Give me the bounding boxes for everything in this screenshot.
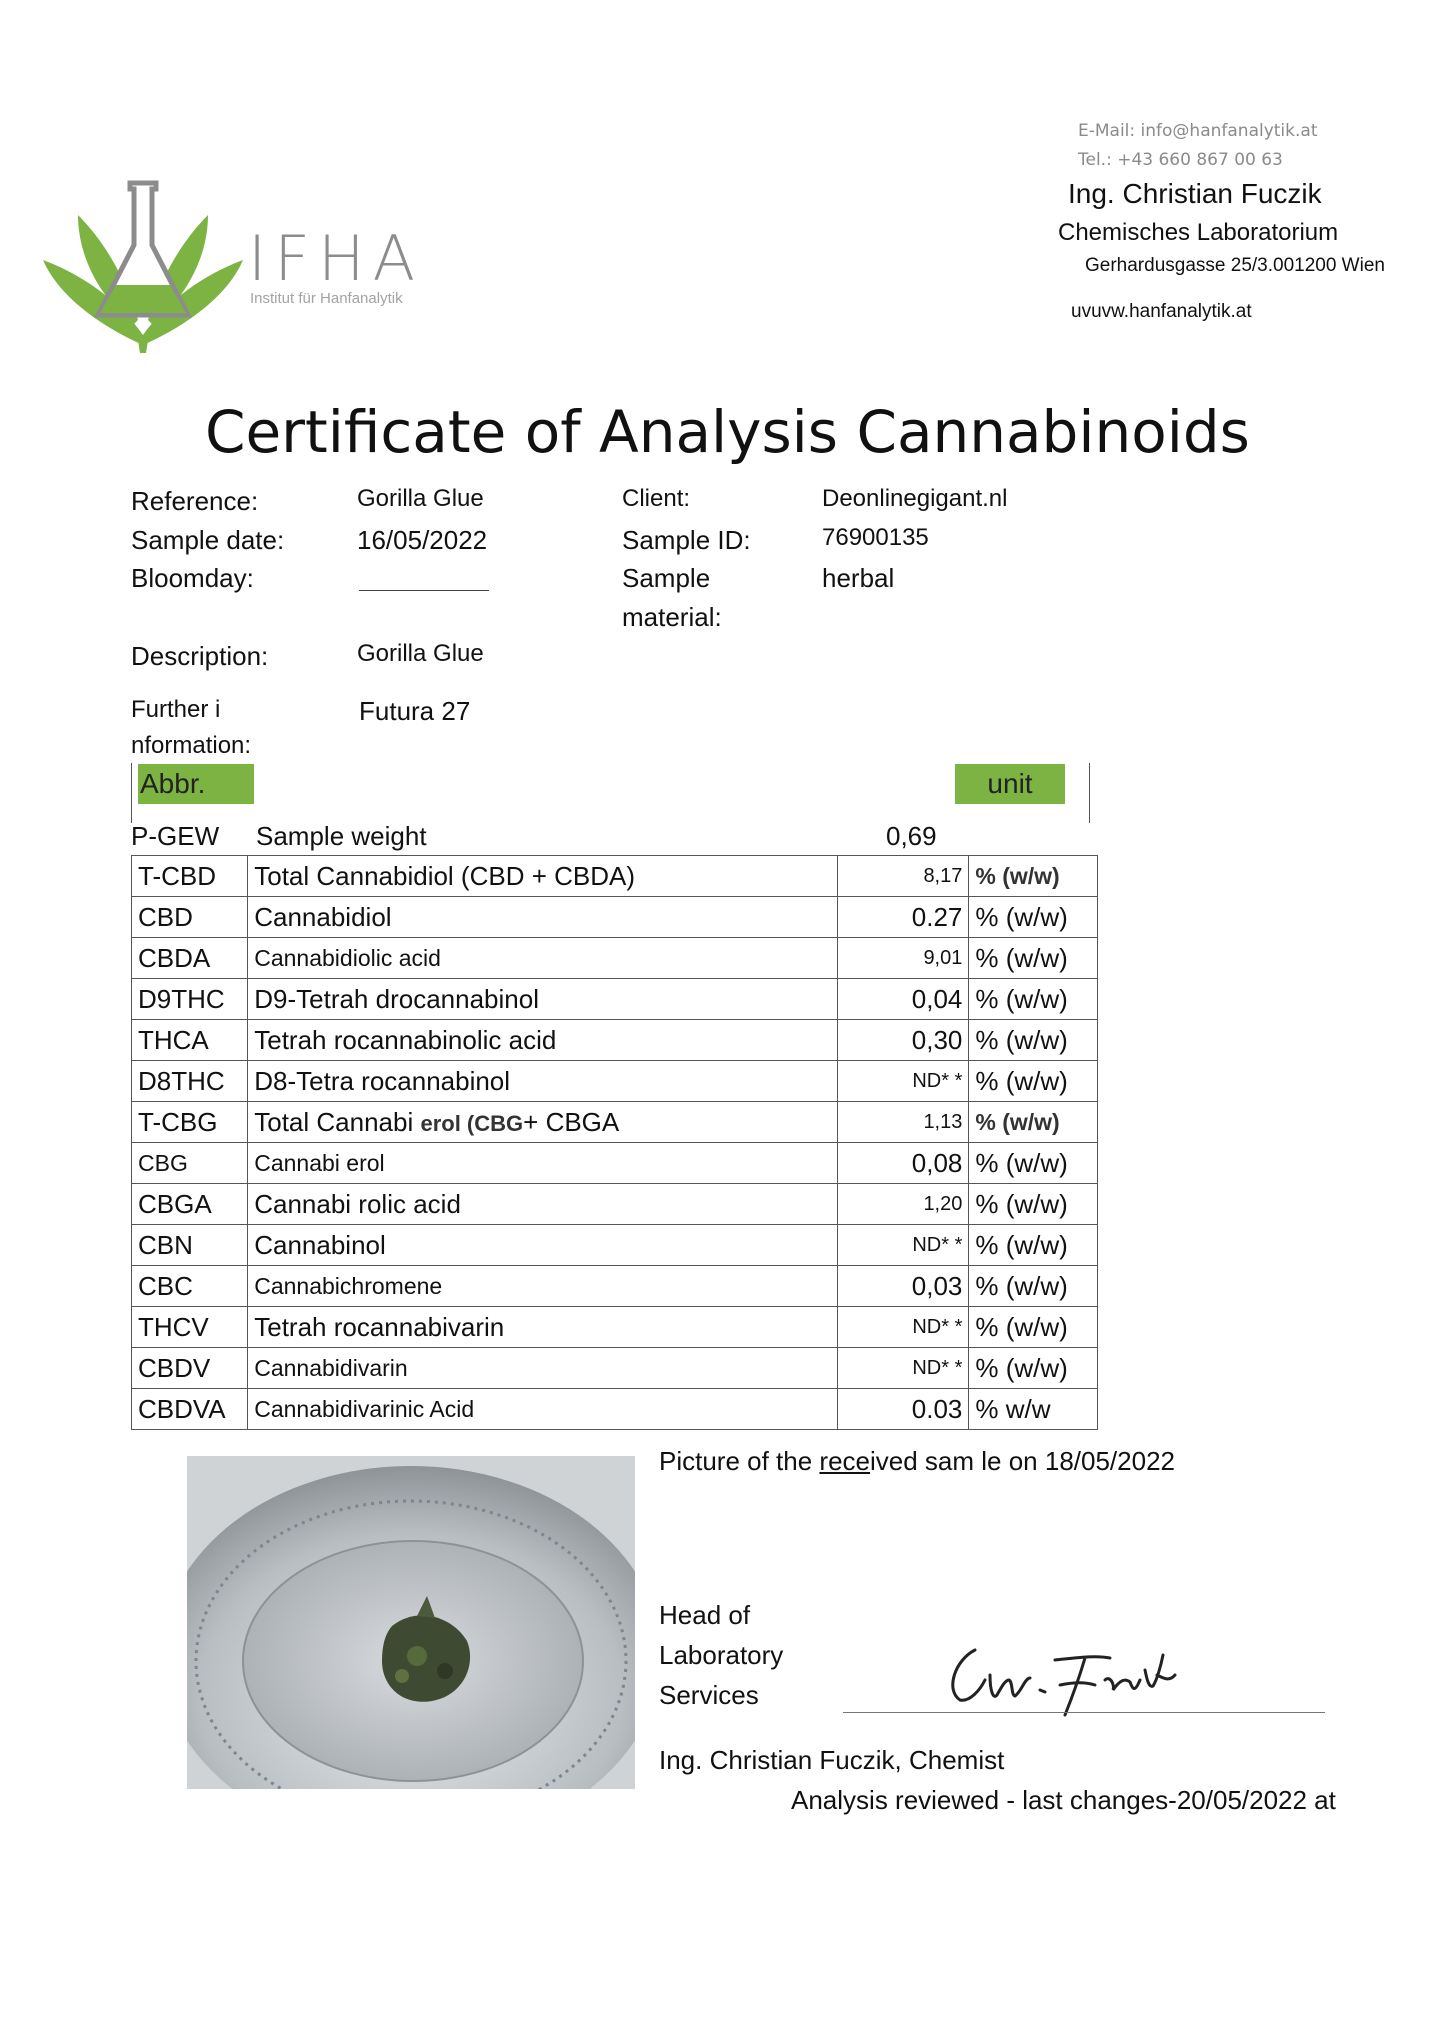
row-value: ND* * xyxy=(837,1061,969,1102)
sample-date-label: Sample date: xyxy=(131,525,285,555)
row-abbr: THCA xyxy=(132,1020,248,1061)
row-abbr: CBG xyxy=(132,1143,248,1184)
row-unit: % (w/w) xyxy=(969,897,1098,938)
table-row xyxy=(132,1061,1098,1102)
table-row xyxy=(132,897,1098,938)
table-row xyxy=(132,1389,1098,1430)
row-name: Cannabinol xyxy=(248,1225,837,1266)
row-name: D9-Tetrah drocannabinol xyxy=(248,979,837,1020)
row-unit: % w/w xyxy=(969,1389,1098,1430)
further-info-value: Futura 27 xyxy=(359,696,471,726)
row-name xyxy=(248,1102,837,1143)
row-abbr: T-CBD xyxy=(132,856,248,897)
row-unit: % (w/w) xyxy=(969,856,1098,897)
row-abbr: CBDV xyxy=(132,1348,248,1389)
row-name: D8-Tetra rocannabinol xyxy=(248,1061,837,1102)
table-row xyxy=(132,979,1098,1020)
row-name: Tetrah rocannabivarin xyxy=(248,1307,837,1348)
sample-photo xyxy=(187,1456,635,1789)
sample-id-label: Sample ID: xyxy=(622,525,751,555)
table-frame-left xyxy=(131,763,132,823)
table-row xyxy=(132,1184,1098,1225)
signature-role-line-2: Laboratory xyxy=(659,1640,784,1670)
row-name-part: Total Cannabi xyxy=(254,1106,421,1137)
table-row xyxy=(132,1102,1098,1143)
row-name: Cannabidivarinic Acid xyxy=(248,1389,837,1430)
row-unit: % (w/w) xyxy=(969,1143,1098,1184)
sample-material-label-1: Sample xyxy=(622,563,711,593)
logo-icon xyxy=(38,175,248,355)
page-title: Certificate of Analysis Cannabinoids xyxy=(205,398,1250,466)
row-name: Cannabichromene xyxy=(248,1266,837,1307)
row-value: 0.27 xyxy=(837,897,969,938)
row-value: ND* * xyxy=(837,1307,969,1348)
reference-label: Reference: xyxy=(131,486,259,516)
client-value: Deonlinegigant.nl xyxy=(822,485,1008,512)
row-abbr: CBD xyxy=(132,897,248,938)
caption-part: Picture of the xyxy=(659,1446,820,1476)
row-unit: % (w/w) xyxy=(969,1348,1098,1389)
column-header-unit: unit xyxy=(955,764,1065,804)
row-value: ND* * xyxy=(837,1348,969,1389)
row-name-part: erol (CBG xyxy=(420,1110,524,1136)
caption-part: rece xyxy=(819,1446,870,1476)
row-abbr: CBC xyxy=(132,1266,248,1307)
row-unit: % (w/w) xyxy=(969,979,1098,1020)
sample-weight-value: 0,69 xyxy=(886,821,937,851)
row-abbr: THCV xyxy=(132,1307,248,1348)
row-unit: % (w/w) xyxy=(969,1266,1098,1307)
bloomday-label: Bloomday: xyxy=(131,563,254,593)
signature-role-line-3: Services xyxy=(659,1680,759,1710)
row-unit: % (w/w) xyxy=(969,1020,1098,1061)
row-abbr: CBGA xyxy=(132,1184,248,1225)
header-phone: Tel.: +43 660 867 00 63 xyxy=(1078,150,1283,170)
row-name-part: + CBGA xyxy=(523,1106,620,1137)
column-header-abbr: Abbr. xyxy=(138,764,254,804)
row-unit: % (w/w) xyxy=(969,1307,1098,1348)
table-row xyxy=(132,856,1098,897)
caption-part: ived sam le on 18/05/2022 xyxy=(870,1446,1175,1476)
row-value: 0,30 xyxy=(837,1020,969,1061)
header-name: Ing. Christian Fuczik xyxy=(1068,178,1322,209)
row-name: Tetrah rocannabinolic acid xyxy=(248,1020,837,1061)
sample-weight-name: Sample weight xyxy=(256,821,427,851)
header-email: E-Mail: info@hanfanalytik.at xyxy=(1078,121,1318,141)
row-name: Cannabidiolic acid xyxy=(248,938,837,979)
bloomday-blank xyxy=(359,590,489,591)
table-row xyxy=(132,1225,1098,1266)
row-value: 1,20 xyxy=(837,1184,969,1225)
sample-material-value: herbal xyxy=(822,563,895,593)
signature-line xyxy=(843,1712,1325,1713)
row-name: Cannabi rolic acid xyxy=(248,1184,837,1225)
row-value: 8,17 xyxy=(837,856,969,897)
table-row xyxy=(132,1143,1098,1184)
further-info-label-2: nformation: xyxy=(131,732,252,759)
header-website: uvuvw.hanfanalytik.at xyxy=(1071,301,1252,322)
description-value: Gorilla Glue xyxy=(357,640,484,667)
table-row xyxy=(132,1020,1098,1061)
row-unit: % (w/w) xyxy=(969,1061,1098,1102)
analysis-reviewed: Analysis reviewed - last changes-20/05/2022 at xyxy=(791,1785,1336,1815)
client-label: Client: xyxy=(622,485,691,512)
row-name: Cannabidivarin xyxy=(248,1348,837,1389)
row-value: 0,04 xyxy=(837,979,969,1020)
table-row xyxy=(132,1348,1098,1389)
logo-subtitle: Institut für Hanfanalytik xyxy=(250,290,403,307)
table-frame-right xyxy=(1089,763,1090,823)
header-address: Gerhardusgasse 25/3.001200 Wien xyxy=(1085,255,1385,276)
row-unit: % (w/w) xyxy=(969,1184,1098,1225)
row-name: Total Cannabidiol (CBD + CBDA) xyxy=(248,856,837,897)
handwritten-signature xyxy=(935,1630,1195,1720)
sample-material-label-2: material: xyxy=(622,602,722,632)
signer-name: Ing. Christian Fuczik, Chemist xyxy=(659,1745,1005,1775)
row-abbr: CBDA xyxy=(132,938,248,979)
reference-value: Gorilla Glue xyxy=(357,485,484,512)
row-abbr: CBN xyxy=(132,1225,248,1266)
row-abbr: D9THC xyxy=(132,979,248,1020)
signature-role-line-1: Head of xyxy=(659,1600,751,1630)
row-abbr: CBDVA xyxy=(132,1389,248,1430)
row-unit: % (w/w) xyxy=(969,938,1098,979)
row-abbr: D8THC xyxy=(132,1061,248,1102)
table-row xyxy=(132,1266,1098,1307)
logo-text: IFHA xyxy=(248,222,423,295)
sample-date-value: 16/05/2022 xyxy=(357,525,488,555)
picture-caption xyxy=(659,1446,1175,1477)
description-label: Description: xyxy=(131,641,269,671)
row-abbr: T-CBG xyxy=(132,1102,248,1143)
table-row xyxy=(132,1307,1098,1348)
row-unit: % (w/w) xyxy=(969,1225,1098,1266)
row-name: Cannabidiol xyxy=(248,897,837,938)
header-lab: Chemisches Laboratorium xyxy=(1058,219,1339,246)
row-value: 0,03 xyxy=(837,1266,969,1307)
row-value: 9,01 xyxy=(837,938,969,979)
row-value: ND* * xyxy=(837,1225,969,1266)
further-info-label-1: Further i xyxy=(131,696,221,723)
sample-weight-abbr: P-GEW xyxy=(131,821,220,851)
row-value: 0.03 xyxy=(837,1389,969,1430)
sample-id-value: 76900135 xyxy=(822,524,929,551)
results-table xyxy=(131,855,1098,1430)
row-unit: % (w/w) xyxy=(969,1102,1098,1143)
table-row xyxy=(132,938,1098,979)
row-value: 0,08 xyxy=(837,1143,969,1184)
row-value: 1,13 xyxy=(837,1102,969,1143)
row-name: Cannabi erol xyxy=(248,1143,837,1184)
